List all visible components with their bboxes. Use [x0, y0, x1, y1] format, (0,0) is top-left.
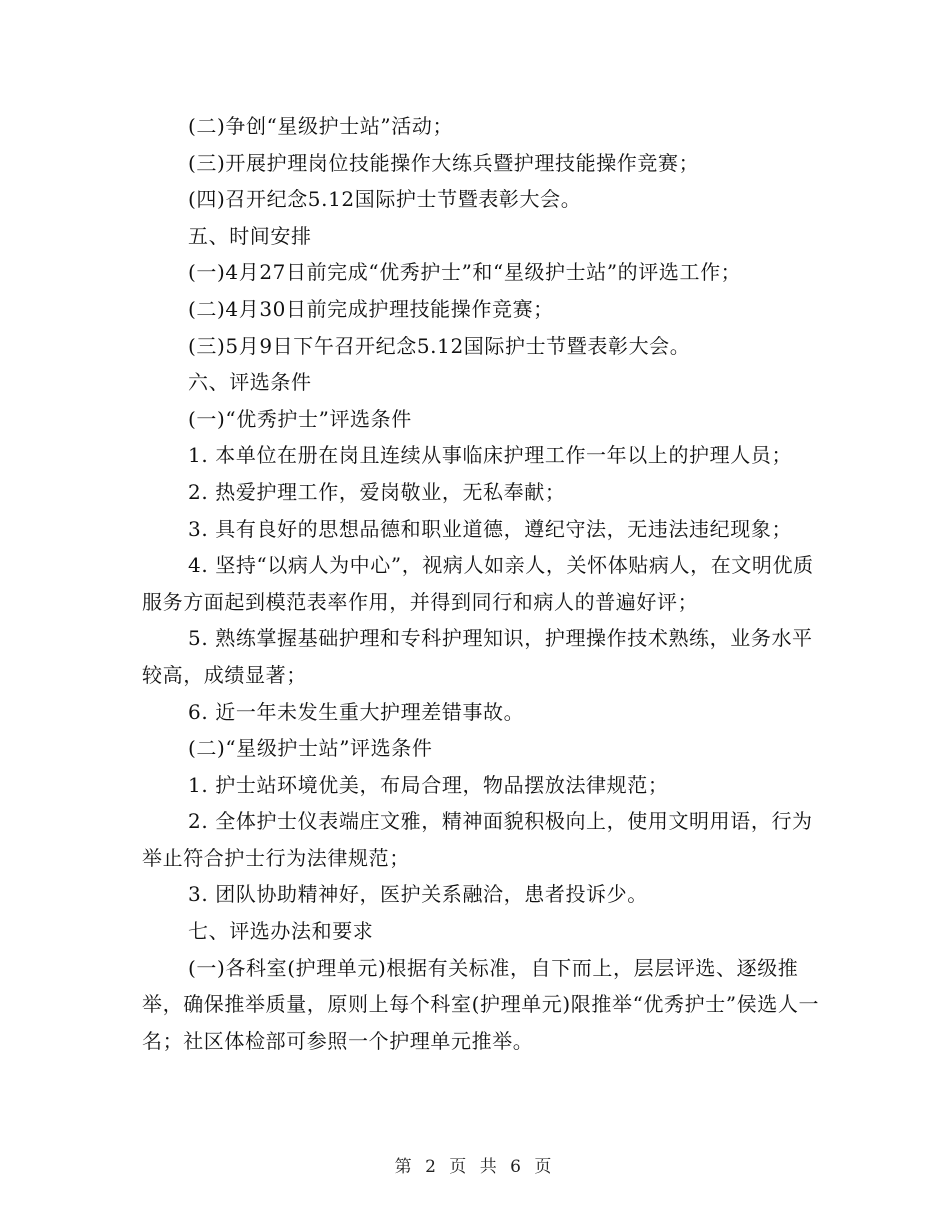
paragraph: (一)各科室(护理单元)根据有关标准，自下而上，层层评选、逐级推举，确保推举质量，原则上每个科室(护理单元)限推举“优秀护士”侯选人一名；社区体检部可参照一个护理单元推举。 — [142, 955, 820, 1053]
subsection-heading: (二)“星级护士站”评选条件 — [188, 736, 433, 761]
paragraph: (二)争创“星级护士站”活动； — [188, 114, 454, 138]
section-heading: 五、时间安排 — [188, 223, 312, 248]
paragraph: (三)5月9日下午召开纪念5.12国际护士节暨表彰大会。 — [188, 333, 691, 358]
list-item: 3. 具有良好的思想品德和职业道德，遵纪守法，无违法违纪现象； — [188, 516, 793, 541]
subsection-heading: (一)“优秀护士”评选条件 — [188, 406, 412, 431]
list-item: 1. 本单位在册在岗且连续从事临床护理工作一年以上的护理人员； — [188, 443, 793, 468]
list-item: 5. 熟练掌握基础护理和专科护理知识，护理操作技术熟练，业务水平较高，成绩显著； — [142, 626, 813, 687]
paragraph: (四)召开纪念5.12国际护士节暨表彰大会。 — [188, 187, 582, 212]
section-heading: 六、评选条件 — [188, 370, 312, 395]
section-heading: 七、评选办法和要求 — [188, 919, 374, 944]
paragraph: (三)开展护理岗位技能操作大练兵暨护理技能操作竞赛； — [188, 150, 700, 175]
list-item: 4. 坚持“以病人为中心”，视病人如亲人，关怀体贴病人，在文明优质服务方面起到模范表率作用，并得到同行和病人的普遍好评； — [142, 553, 814, 614]
list-item: 2. 热爱护理工作，爱岗敬业，无私奉献； — [188, 479, 566, 504]
list-item: 3. 团队协助精神好，医护关系融洽，患者投诉少。 — [188, 882, 648, 907]
paragraph: (二)4月30日前完成护理技能操作竞赛； — [188, 296, 554, 321]
document-body — [142, 108, 822, 1059]
list-item: 6. 近一年未发生重大护理差错事故。 — [188, 699, 525, 724]
paragraph: (一)4月27日前完成“优秀护士”和“星级护士站”的评选工作； — [188, 260, 742, 285]
list-item: 2. 全体护士仪表端庄文雅，精神面貌积极向上，使用文明用语，行为举止符合护士行为法律规范； — [142, 809, 813, 870]
list-item: 1. 护士站环境优美，布局合理，物品摆放法律规范； — [188, 772, 669, 797]
page-number-footer: 第 2 页 共 6 页 — [394, 1157, 556, 1177]
